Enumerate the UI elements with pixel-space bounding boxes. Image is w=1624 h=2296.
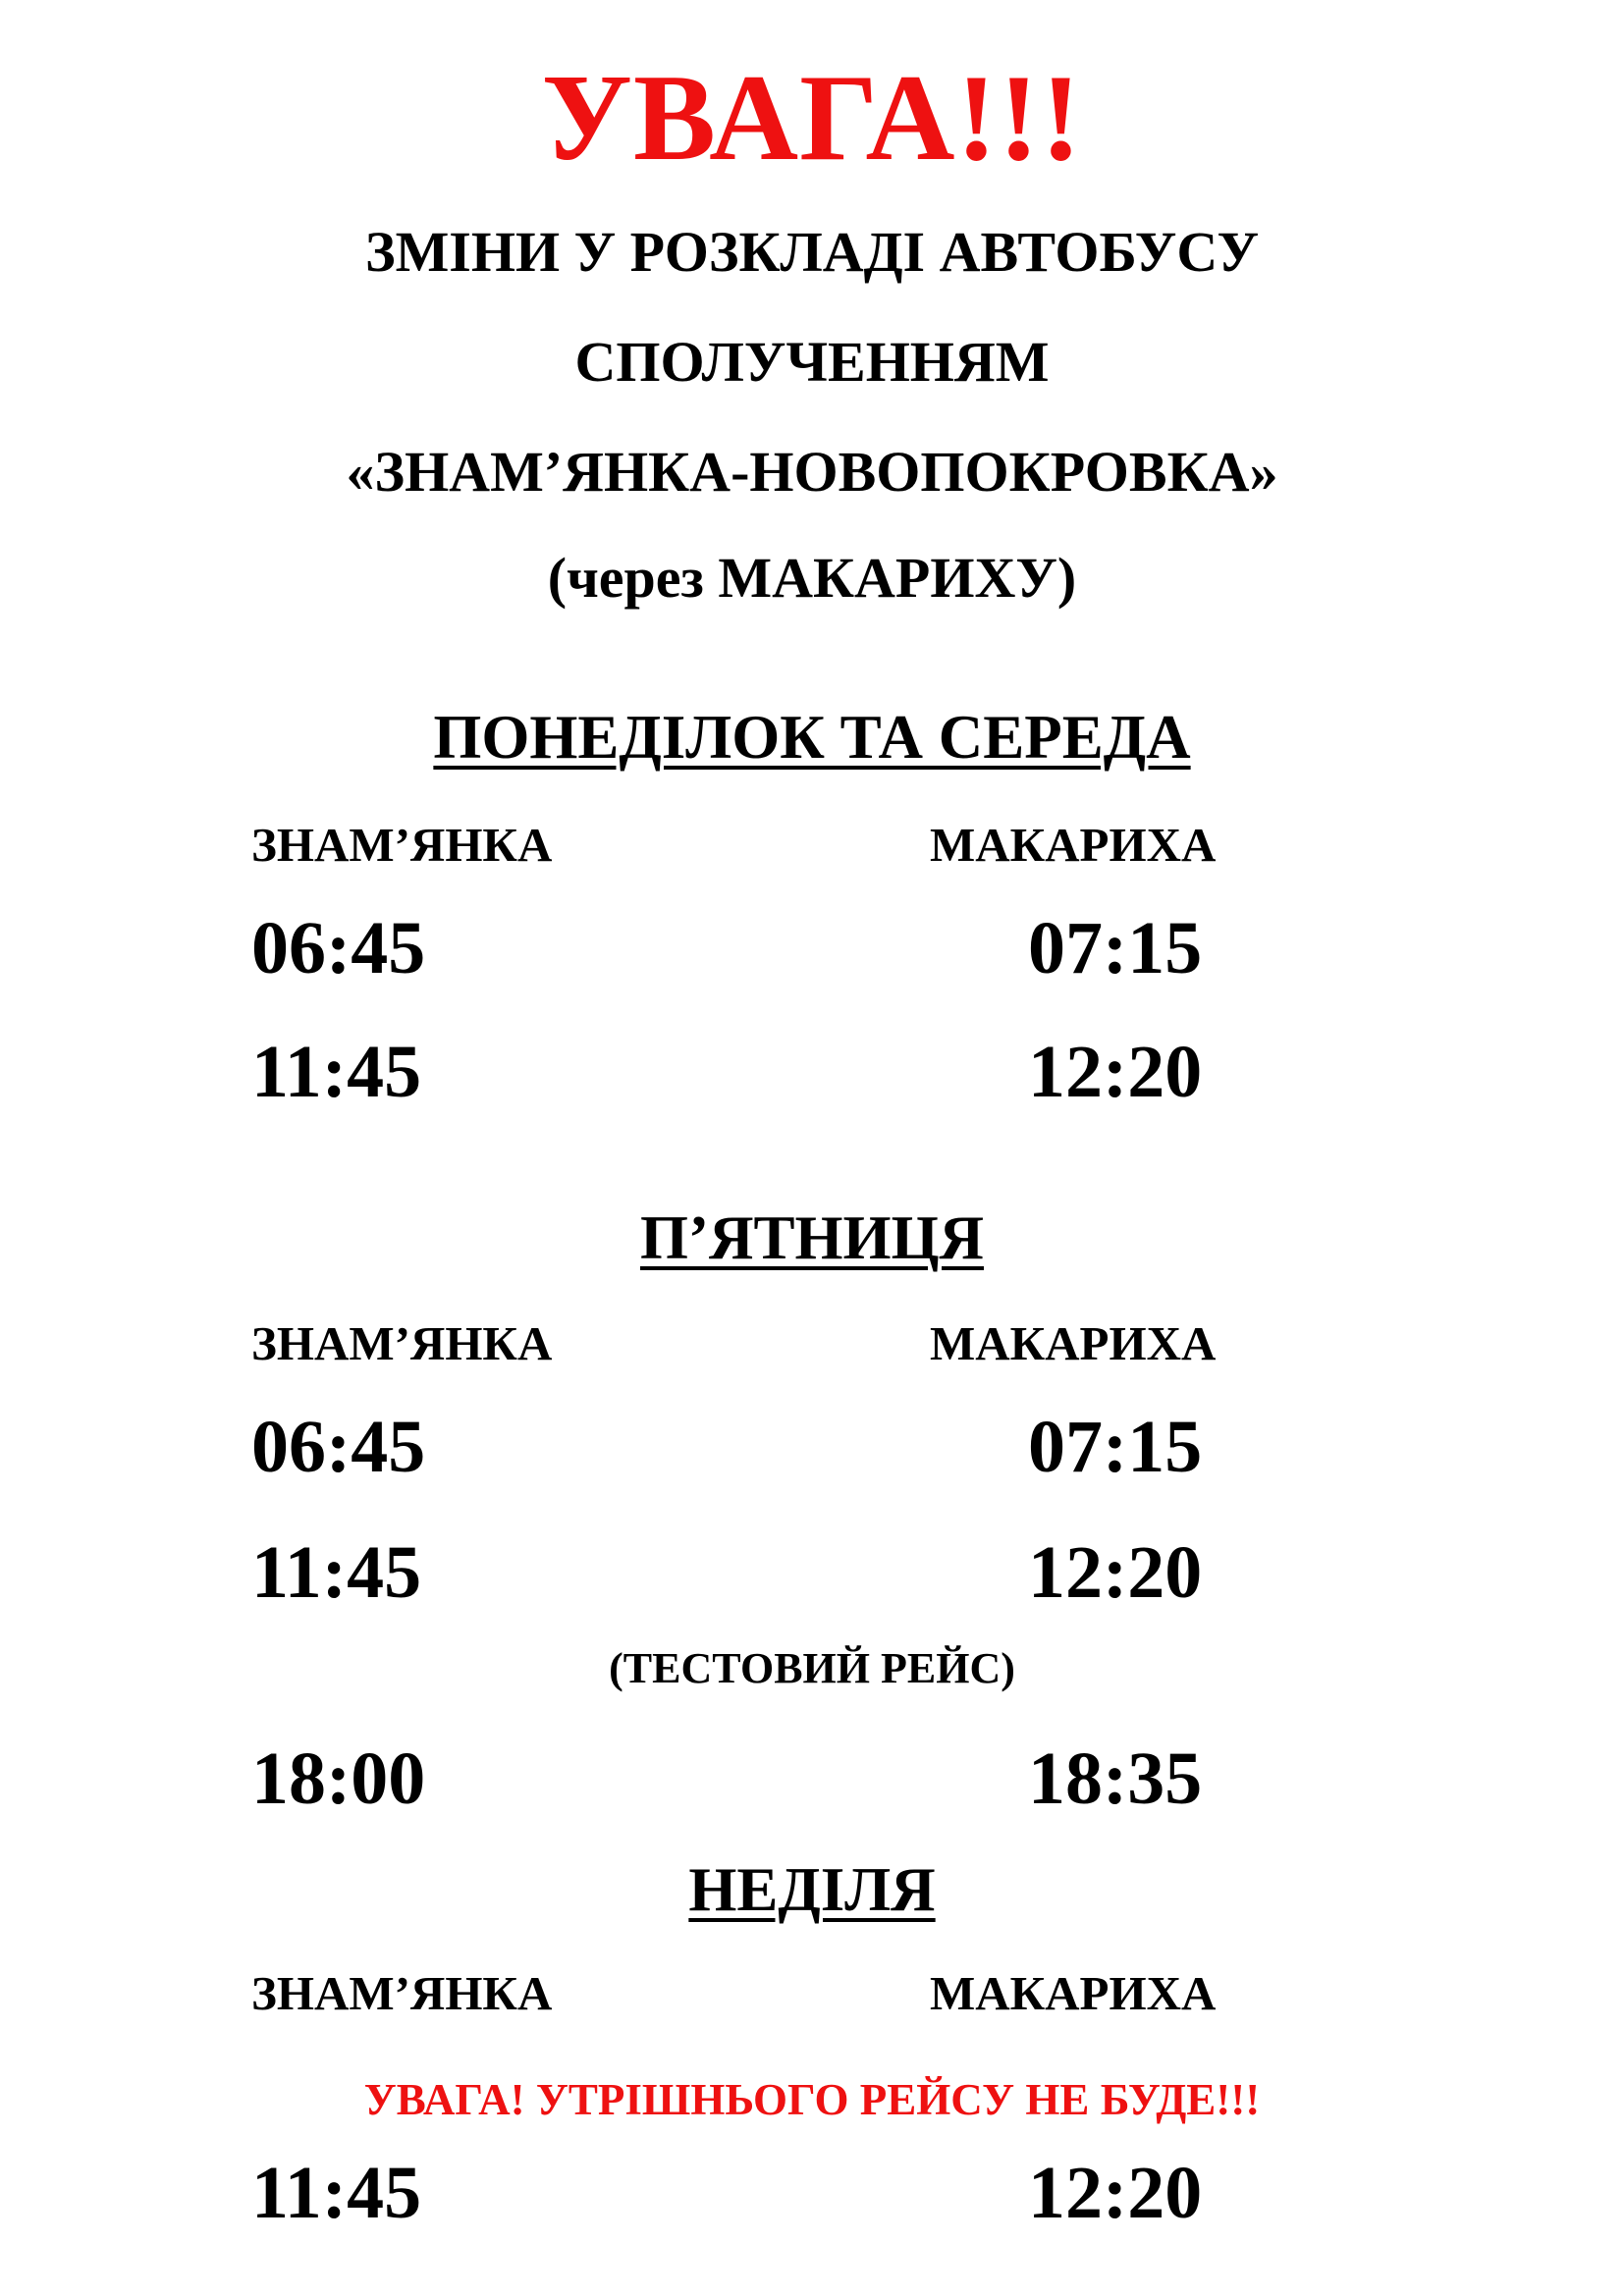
departure-time: 06:45 <box>251 907 426 989</box>
subtitle-line-1: ЗМІНИ У РОЗКЛАДІ АВТОБУСУ <box>364 220 1260 284</box>
column-from: ЗНАМ’ЯНКА <box>251 818 553 872</box>
route-via: (через МАКАРИХУ) <box>547 546 1077 610</box>
subtitle-line-2: СПОЛУЧЕННЯМ <box>574 330 1050 394</box>
departure-time: 18:00 <box>251 1737 426 1820</box>
day-heading-monday-wednesday: ПОНЕДІЛОК ТА СЕРЕДА <box>433 703 1191 772</box>
test-trip-note: (ТЕСТОВИЙ РЕЙС) <box>609 1644 1015 1692</box>
sunday-warning: УВАГА! УТРІШНЬОГО РЕЙСУ НЕ БУДЕ!!! <box>363 2075 1261 2124</box>
departure-time: 11:45 <box>251 1031 422 1113</box>
departure-time: 06:45 <box>251 1406 426 1488</box>
column-from: ЗНАМ’ЯНКА <box>251 1966 553 2020</box>
arrival-time: 07:15 <box>1028 907 1203 989</box>
route-name: «ЗНАМ’ЯНКА-НОВОПОКРОВКА» <box>346 440 1278 504</box>
arrival-time: 07:15 <box>1028 1406 1203 1488</box>
column-to: МАКАРИХА <box>930 818 1217 872</box>
column-to: МАКАРИХА <box>930 1316 1217 1370</box>
column-to: МАКАРИХА <box>930 1966 1217 2020</box>
arrival-time: 12:20 <box>1028 1031 1203 1113</box>
day-heading-sunday: НЕДІЛЯ <box>688 1855 936 1924</box>
arrival-time: 12:20 <box>1028 1531 1203 1614</box>
day-heading-friday: П’ЯТНИЦЯ <box>639 1203 984 1272</box>
arrival-time: 18:35 <box>1028 1737 1203 1820</box>
arrival-time: 12:20 <box>1028 2152 1203 2234</box>
column-from: ЗНАМ’ЯНКА <box>251 1316 553 1370</box>
warning-title: УВАГА!!! <box>541 50 1083 187</box>
departure-time: 11:45 <box>251 2152 422 2234</box>
departure-time: 11:45 <box>251 1531 422 1614</box>
